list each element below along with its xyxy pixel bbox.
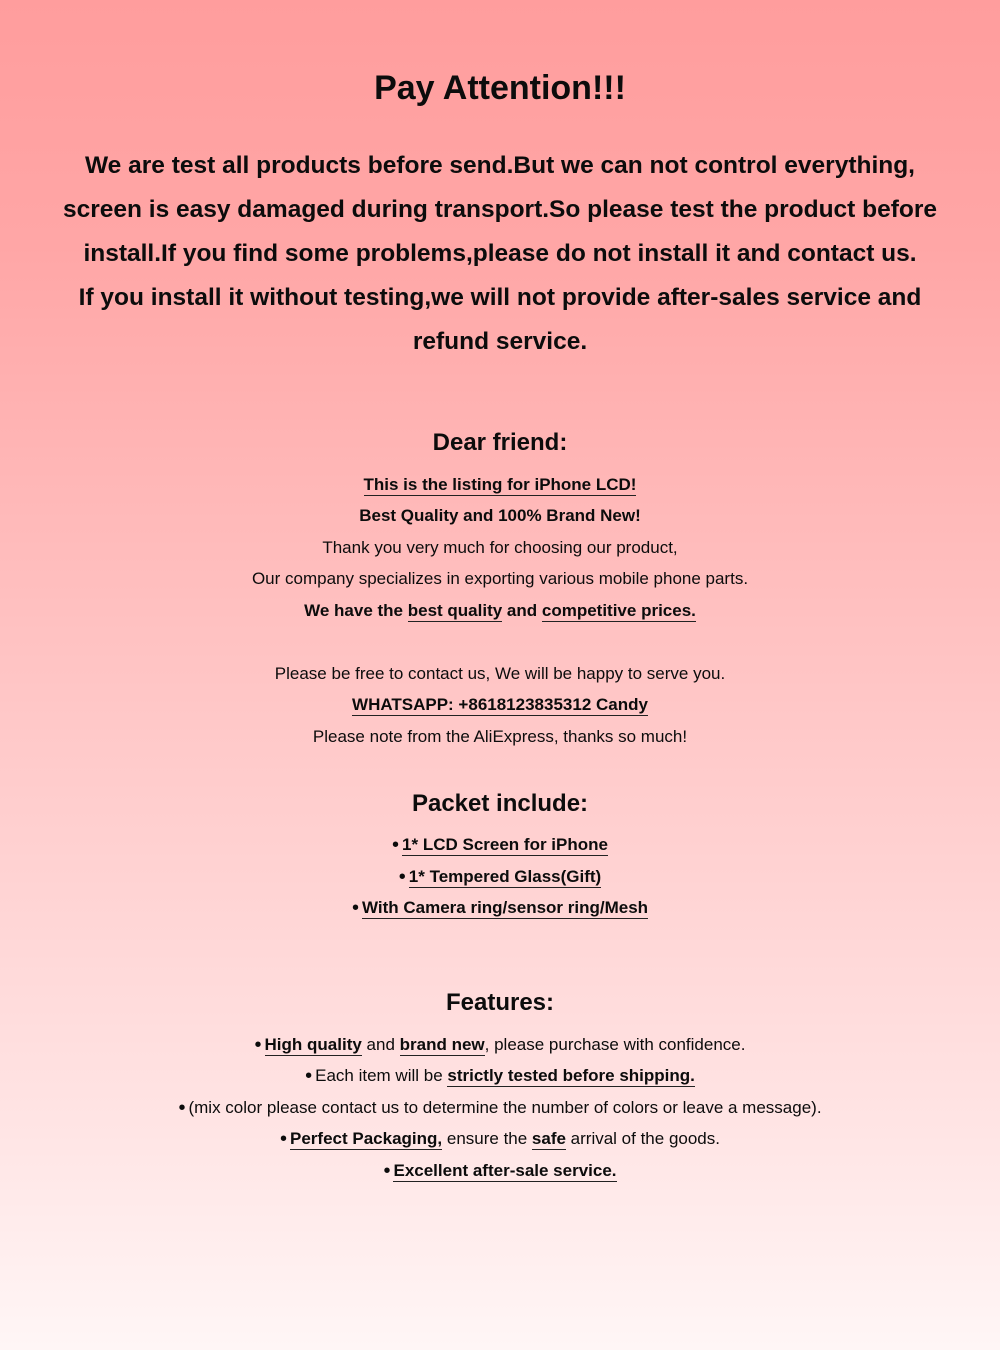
note-line: Please note from the AliExpress, thanks so much! (312, 727, 688, 746)
high-quality-link[interactable]: High quality (264, 1035, 362, 1054)
bullet-icon: • (254, 1034, 262, 1056)
feature-item (0, 1127, 1000, 1151)
attention-line: install.If you find some problems,please do not install it and contact us. (83, 240, 917, 267)
packet-item (0, 833, 1000, 857)
whatsapp-line (0, 693, 1000, 717)
packet-item (0, 896, 1000, 920)
strictly-tested-link[interactable]: strictly tested before shipping. (447, 1066, 695, 1085)
attention-notice (35, 144, 965, 364)
after-sale-link[interactable]: Excellent after-sale service. (393, 1161, 617, 1180)
feature-item (0, 1064, 1000, 1088)
attention-line: If you install it without testing,we will not provide after-sales service and (78, 284, 922, 311)
packet-item-label[interactable]: With Camera ring/sensor ring/Mesh (361, 898, 649, 917)
bullet-icon: • (305, 1065, 313, 1087)
and-text: and (502, 601, 542, 620)
best-price-line (0, 599, 1000, 623)
attention-line: screen is easy damaged during transport.So please test the product before (62, 196, 938, 223)
feature-text: arrival of the goods. (565, 1129, 720, 1148)
perfect-packaging-link[interactable]: Perfect Packaging, (290, 1129, 443, 1148)
bullet-icon: • (398, 866, 406, 888)
feature-text: , please purchase with confidence. (484, 1035, 746, 1054)
packet-item-label[interactable]: 1* LCD Screen for iPhone (402, 835, 608, 854)
company-line: Our company specializes in exporting various mobile phone parts. (251, 569, 749, 588)
attention-line: We are test all products before send.But we can not control everything, (85, 152, 915, 179)
packet-heading: Packet include: (411, 790, 589, 817)
feature-item (0, 1159, 1000, 1183)
feature-item (0, 1033, 1000, 1057)
safe-link[interactable]: safe (531, 1129, 566, 1148)
brand-new-link[interactable]: brand new (399, 1035, 485, 1054)
packet-item-label[interactable]: 1* Tempered Glass(Gift) (408, 867, 602, 886)
bullet-icon: • (351, 897, 359, 919)
packet-item (0, 865, 1000, 889)
feature-text: and (361, 1035, 400, 1054)
bullet-icon: • (280, 1128, 288, 1150)
feature-item (0, 1096, 1000, 1120)
feature-text: Each item will be (315, 1066, 448, 1085)
attention-line: refund service. (412, 328, 588, 355)
contact-line: Please be free to contact us, We will be happy to serve you. (274, 664, 726, 683)
we-have-text: We have the (304, 601, 408, 620)
whatsapp-link[interactable]: WHATSAPP: +8618123835312 Candy (352, 695, 648, 714)
bullet-icon: • (383, 1160, 391, 1182)
listing-link[interactable]: This is the listing for iPhone LCD! (363, 475, 637, 494)
features-heading: Features: (445, 989, 555, 1016)
page-title: Pay Attention!!! (374, 69, 626, 107)
listing-line (0, 473, 1000, 497)
feature-text: (mix color please contact us to determine the number of colors or leave a message). (188, 1098, 822, 1117)
feature-text: ensure the (442, 1129, 532, 1148)
dear-friend-heading: Dear friend: (432, 429, 568, 456)
bullet-icon: • (178, 1097, 186, 1119)
thanks-line: Thank you very much for choosing our product, (322, 538, 678, 557)
quality-line: Best Quality and 100% Brand New! (359, 506, 641, 525)
best-quality-link[interactable]: best quality (407, 601, 503, 620)
competitive-prices-link[interactable]: competitive prices. (541, 601, 696, 620)
bullet-icon: • (392, 834, 400, 856)
